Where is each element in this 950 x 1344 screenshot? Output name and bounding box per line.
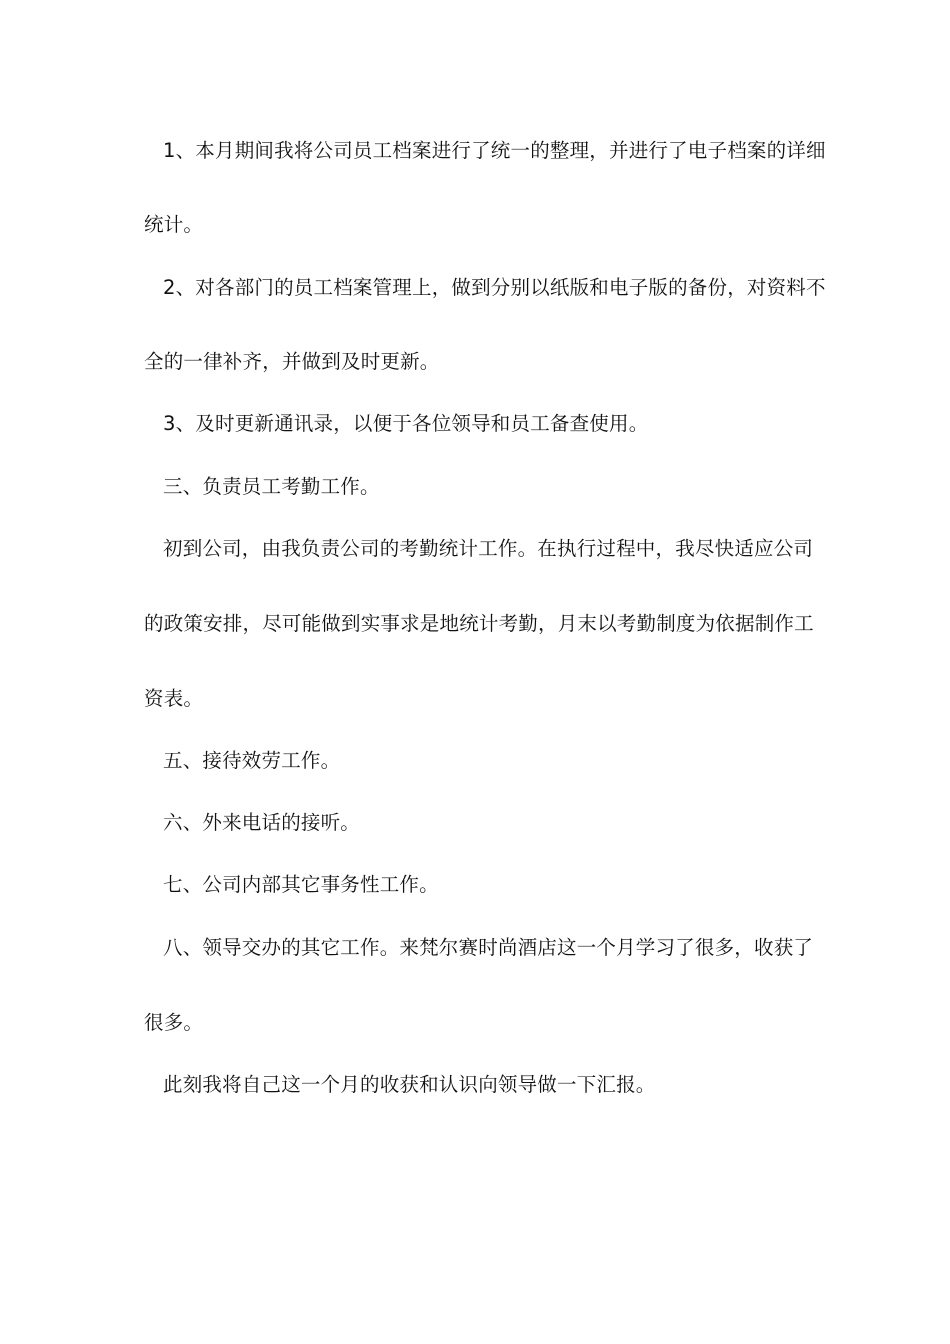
- paragraph-9-line-1: 八、领导交办的其它工作。来梵尔赛时尚酒店这一个月学习了很多，收获了: [163, 936, 814, 959]
- paragraph-2-line-2: 全的一律补齐，并做到及时更新。: [144, 350, 440, 373]
- paragraph-5-line-3: 资表。: [144, 687, 204, 710]
- paragraph-2-line-1: 2、对各部门的员工档案管理上，做到分别以纸版和电子版的备份，对资料不: [163, 276, 826, 299]
- paragraph-1-line-1: 1、本月期间我将公司员工档案进行了统一的整理，并进行了电子档案的详细: [163, 139, 826, 162]
- section-heading-7: 七、公司内部其它事务性工作。: [163, 873, 439, 896]
- section-heading-5: 五、接待效劳工作。: [163, 749, 341, 772]
- paragraph-3: 3、及时更新通讯录，以便于各位领导和员工备查使用。: [163, 412, 649, 435]
- section-heading-3: 三、负责员工考勤工作。: [163, 475, 380, 498]
- paragraph-5-line-1: 初到公司，由我负责公司的考勤统计工作。在执行过程中，我尽快适应公司: [163, 537, 814, 560]
- section-heading-6: 六、外来电话的接听。: [163, 811, 361, 834]
- paragraph-1-line-2: 统计。: [144, 213, 204, 236]
- paragraph-5-line-2: 的政策安排，尽可能做到实事求是地统计考勤，月末以考勤制度为依据制作工: [144, 612, 814, 635]
- paragraph-10: 此刻我将自己这一个月的收获和认识向领导做一下汇报。: [163, 1073, 656, 1096]
- paragraph-9-line-2: 很多。: [144, 1011, 204, 1034]
